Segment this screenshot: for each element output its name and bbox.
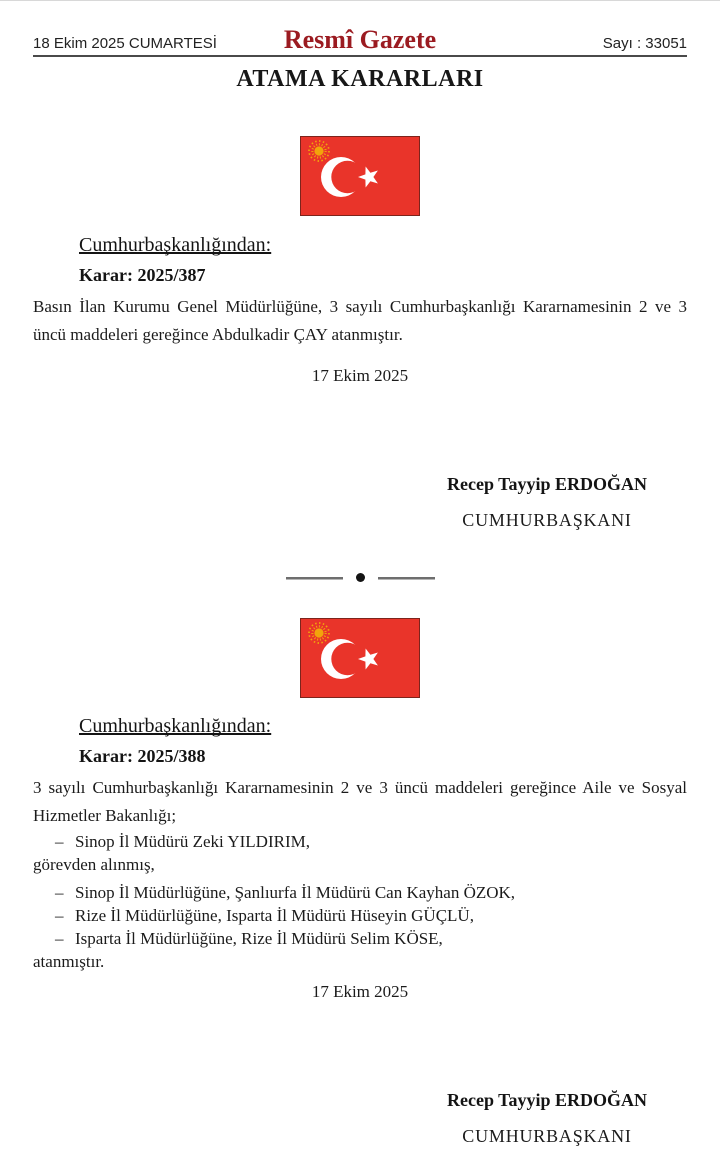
- appointment-item: [33, 904, 687, 927]
- list-dash-marker: –: [55, 832, 64, 851]
- decision-intro: 3 sayılı Cumhurbaşkanlığı Kararnamesinin 2 ve 3 üncü maddeleri gereğince Aile ve Sosyal Hizmetler Bakanlığı;: [33, 778, 687, 825]
- list-dash-marker: –: [55, 883, 64, 902]
- authority-heading: Cumhurbaşkanlığından:: [79, 234, 272, 256]
- appointments-group: [33, 881, 687, 950]
- signature-name: Recep Tayyip ERDOĞAN: [446, 1090, 648, 1110]
- appointment-item-text: Sinop İl Müdürlüğüne, Şanlıurfa İl Müdürü Can Kayhan ÖZOK,: [75, 883, 516, 902]
- decision-section-388: [33, 714, 687, 1147]
- appointment-item: [33, 927, 687, 950]
- decision-date: 17 Ekim 2025: [311, 366, 409, 385]
- list-dash-marker: –: [55, 906, 64, 925]
- signature-title: CUMHURBAŞKANI: [462, 1126, 632, 1146]
- decision-body: Basın İlan Kurumu Genel Müdürlüğüne, 3 sayılı Cumhurbaşkanlığı Kararnamesinin 2 ve 3 üncü maddeleri gereğince Abdulkadir ÇAY atanmıştır.: [33, 297, 687, 344]
- appointment-item-text: Isparta İl Müdürlüğüne, Rize İl Müdürü Selim KÖSE,: [75, 929, 443, 948]
- signature-block: [397, 1089, 697, 1147]
- signature-title: CUMHURBAŞKANI: [462, 510, 632, 530]
- signature-name: Recep Tayyip ERDOĞAN: [446, 474, 648, 494]
- issue-number: Sayı : 33051: [602, 35, 688, 52]
- flag-image-1: [33, 136, 687, 216]
- turkish-flag-presidential-icon: [300, 136, 420, 216]
- decision-number: Karar: 2025/387: [79, 265, 206, 285]
- appointment-item: [33, 881, 687, 904]
- decision-section-387: [33, 233, 687, 531]
- header-divider: [33, 55, 687, 57]
- dismissal-item: [33, 830, 687, 853]
- decision-list: [33, 830, 687, 973]
- signature-block: [397, 473, 697, 531]
- section-divider: [33, 573, 687, 582]
- appointment-item-text: Rize İl Müdürlüğüne, Isparta İl Müdürü Hüseyin GÜÇLÜ,: [75, 906, 474, 925]
- divider-line-left: [286, 577, 343, 579]
- authority-heading: Cumhurbaşkanlığından:: [79, 715, 272, 737]
- dismissal-note: görevden alınmış,: [33, 855, 155, 874]
- page-header: [33, 25, 687, 52]
- divider-bullet-icon: [356, 573, 365, 582]
- turkish-flag-presidential-icon: [300, 618, 420, 698]
- closing-text: atanmıştır.: [33, 952, 105, 971]
- gazette-title: Resmî Gazete: [283, 25, 437, 54]
- header-date: 18 Ekim 2025 CUMARTESİ: [33, 35, 217, 52]
- page-title: ATAMA KARARLARI: [236, 66, 484, 92]
- decision-date: 17 Ekim 2025: [311, 982, 409, 1001]
- flag-image-2: [33, 618, 687, 698]
- decision-number: Karar: 2025/388: [79, 746, 206, 766]
- list-dash-marker: –: [55, 929, 64, 948]
- dismissal-item-text: Sinop İl Müdürü Zeki YILDIRIM,: [75, 832, 310, 851]
- divider-line-right: [378, 577, 435, 579]
